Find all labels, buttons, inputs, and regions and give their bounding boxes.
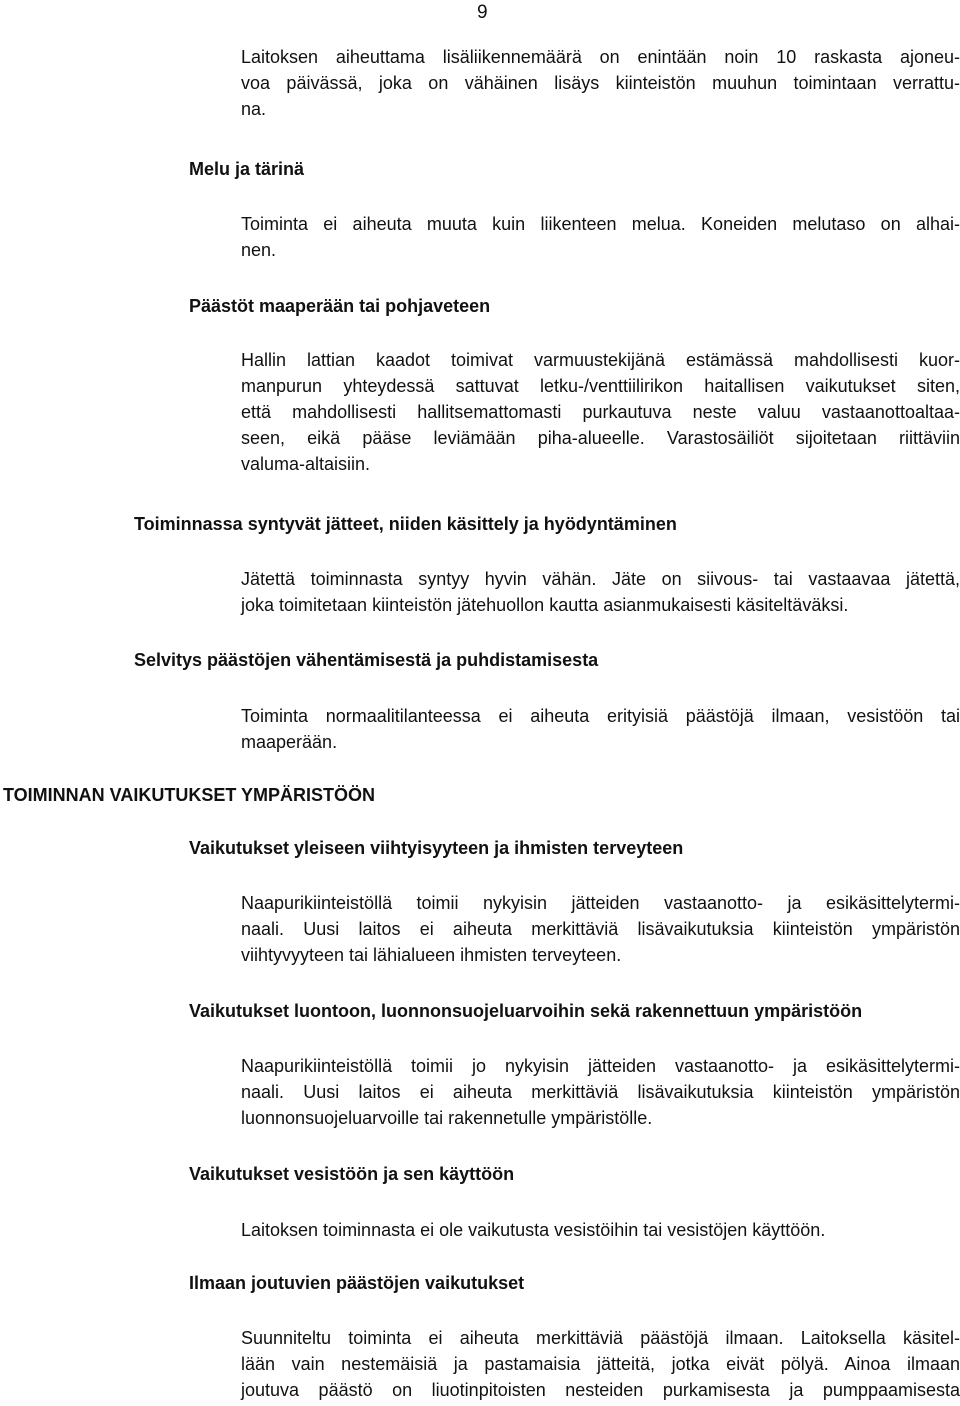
text-line: viihtyvyyteen tai lähialueen ihmisten terveyteen. <box>241 945 622 965</box>
paragraph-nature <box>241 1053 960 1131</box>
heading-waste: Toiminnassa syntyvät jätteet, niiden käsittely ja hyödyntäminen <box>134 514 677 534</box>
text-line: Laitoksen toiminnasta ei ole vaikutusta vesistöihin tai vesistöjen käyttöön. <box>241 1220 826 1240</box>
text-line: että mahdollisesti hallitsemattomasti purkautuva neste valuu vastaanottoaltaa- <box>241 402 960 422</box>
heading-air: Ilmaan joutuvien päästöjen vaikutukset <box>189 1273 525 1293</box>
paragraph-waste <box>241 566 960 618</box>
section-title-impacts: TOIMINNAN VAIKUTUKSET YMPÄRISTÖÖN <box>3 785 376 805</box>
text-line: Naapurikiinteistöllä toimii jo nykyisin jätteiden vastaanotto- ja esikäsittelytermi- <box>241 1056 960 1076</box>
heading-health: Vaikutukset yleiseen viihtyisyyteen ja ihmisten terveyteen <box>189 838 684 858</box>
heading-waters: Vaikutukset vesistöön ja sen käyttöön <box>189 1164 515 1184</box>
text-line: Hallin lattian kaadot toimivat varmuustekijänä estämässä mahdollisesti kuor- <box>241 350 960 370</box>
heading-noise: Melu ja tärinä <box>189 159 305 179</box>
heading-reduction: Selvitys päästöjen vähentämisestä ja puhdistamisesta <box>134 650 599 670</box>
text-line: nen. <box>241 240 277 260</box>
text-line: Suunniteltu toiminta ei aiheuta merkittäviä päästöjä ilmaan. Laitoksella käsitel- <box>241 1328 960 1348</box>
text-line: lään vain nestemäisiä ja pastamaisia jätteitä, jotka eivät pölyä. Ainoa ilmaan <box>241 1354 960 1374</box>
text-line: naali. Uusi laitos ei aiheuta merkittäviä lisävaikutuksia kiinteistön ympäristön <box>241 1082 960 1102</box>
text-line: Toiminta ei aiheuta muuta kuin liikenteen melua. Koneiden melutaso on alhai- <box>241 214 960 234</box>
text-line: naali. Uusi laitos ei aiheuta merkittäviä lisävaikutuksia kiinteistön ympäristön <box>241 919 960 939</box>
text-line: Toiminta normaalitilanteessa ei aiheuta erityisiä päästöjä ilmaan, vesistöön tai <box>241 706 960 726</box>
paragraph-reduction <box>241 703 960 755</box>
page-number: 9 <box>477 2 488 23</box>
paragraph-noise <box>241 211 960 263</box>
text-line: na. <box>241 99 267 119</box>
text-line: joka toimitetaan kiinteistön jätehuollon kautta asianmukaisesti käsiteltäväksi. <box>241 595 849 615</box>
text-line: voa päivässä, joka on vähäinen lisäys kiinteistön muuhun toimintaan verrattu- <box>241 73 960 93</box>
text-line: Laitoksen aiheuttama lisäliikennemäärä on enintään noin 10 raskasta ajoneu- <box>241 47 960 67</box>
text-line: maaperään. <box>241 732 338 752</box>
text-line: luonnonsuojeluarvoille tai rakennetulle ympäristölle. <box>241 1108 653 1128</box>
heading-nature: Vaikutukset luontoon, luonnonsuojeluarvoihin sekä rakennettuun ympäristöön <box>189 1001 863 1021</box>
text-line: seen, eikä pääse leviämään piha-alueelle. Varastosäiliöt sijoitetaan riittäviin <box>241 428 960 448</box>
paragraph-health <box>241 890 960 968</box>
text-line: Naapurikiinteistöllä toimii nykyisin jätteiden vastaanotto- ja esikäsittelytermi- <box>241 893 960 913</box>
paragraph-soil <box>241 347 960 477</box>
paragraph-waters <box>241 1217 960 1243</box>
text-line: valuma-altaisiin. <box>241 454 371 474</box>
paragraph-traffic <box>241 44 960 122</box>
paragraph-air <box>241 1325 960 1403</box>
text-line: joutuva päästö on liuotinpitoisten nesteiden purkamisesta ja pumppaamisesta <box>241 1380 960 1400</box>
text-line: manpurun yhteydessä sattuvat letku-/venttiilirikon haitallisen vaikutukset siten, <box>241 376 960 396</box>
text-line: Jätettä toiminnasta syntyy hyvin vähän. Jäte on siivous- tai vastaavaa jätettä, <box>241 569 960 589</box>
heading-soil: Päästöt maaperään tai pohjaveteen <box>189 296 491 316</box>
